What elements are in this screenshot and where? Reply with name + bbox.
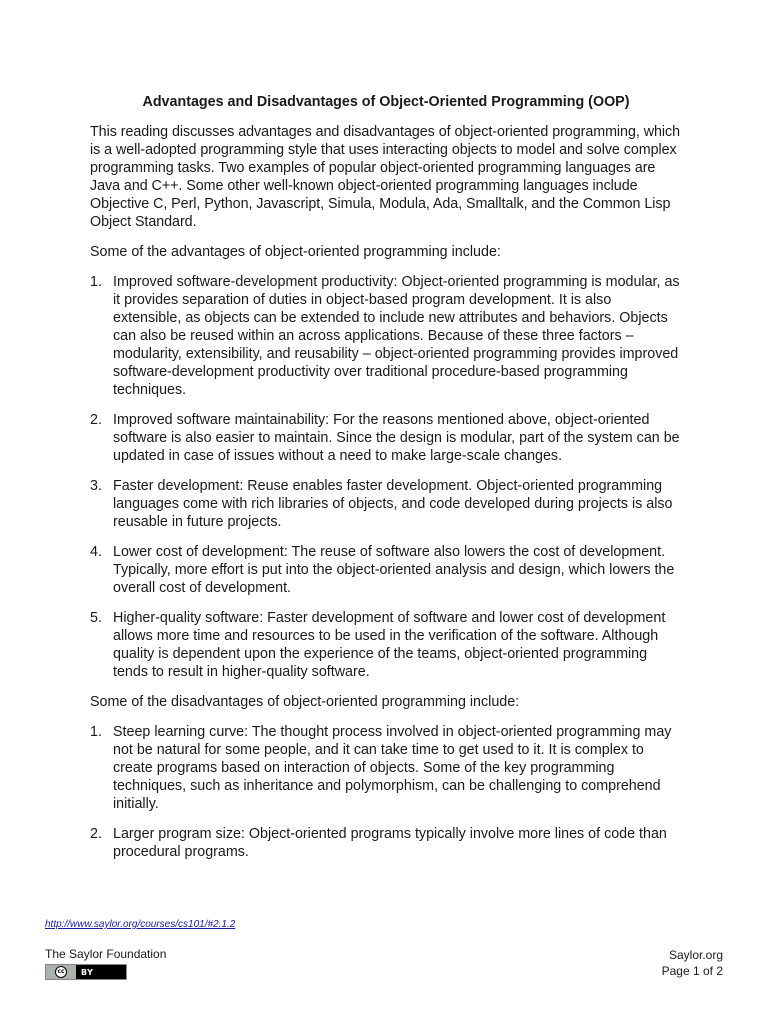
list-item [90,543,682,597]
footer-org: The Saylor Foundation [45,947,167,961]
list-number: 2. [90,412,102,428]
footer-site: Saylor.org [668,948,723,962]
list-item-text: Faster development: Reuse enables faster development. Object-oriented programming languages come with rich libraries of objects, and code developed during projects is also reusable in future projects. [113,478,673,530]
list-item [90,723,682,813]
course-link[interactable]: http://www.saylor.org/courses/cs101/#2.1.2 [45,919,236,930]
list-item [90,273,682,399]
disadvantages-heading: Some of the disadvantages of object-oriented programming include: [90,694,520,710]
list-number: 4. [90,544,102,560]
list-item [90,477,682,531]
document-body [90,93,682,873]
list-item-text: Larger program size: Object-oriented programs typically involve more lines of code than procedural programs. [113,826,667,860]
disadvantages-list [90,723,682,861]
list-item [90,609,682,681]
list-number: 3. [90,478,102,494]
cc-icon: cc [55,966,67,978]
list-item-text: Improved software maintainability: For the reasons mentioned above, object-oriented software is also easier to maintain. Since the design is modular, part of the system can be updated in case of issues without a need to make large-scale changes. [113,412,680,464]
cc-icon-area [46,965,76,979]
list-number: 5. [90,610,102,626]
cc-by-label: BY [81,967,94,977]
list-item-text: Steep learning curve: The thought process involved in object-oriented programming may not be natural for some people, and it can take time to get used to it. It is complex to create programs based on interaction of objects. Some of the key programming techniques, such as inheritance and polymorphism, can be challenging to comprehend initially. [113,724,672,812]
list-item-text: Lower cost of development: The reuse of software also lowers the cost of development. Typically, more effort is put into the object-oriented analysis and design, which lowers the overall cost of development. [113,544,675,596]
list-number: 1. [90,274,102,290]
list-item [90,825,682,861]
document-title: Advantages and Disadvantages of Object-Oriented Programming (OOP) [142,94,630,110]
list-item-text: Higher-quality software: Faster development of software and lower cost of development allows more time and resources to be used in the verification of the software. Although quality is dependent upon the experience of the teams, object-oriented programming tends to result in higher-quality software. [113,610,666,680]
list-number: 1. [90,724,102,740]
footer-right [662,947,723,979]
intro-paragraph: This reading discusses advantages and disadvantages of object-oriented programming, which is a well-adopted programming style that uses interacting objects to model and solve complex programming tasks. Two examples of popular object-oriented programming languages are Java and C++. Some other well-known object-oriented programming languages include Objective C, Perl, Python, Javascript, Simula, Modula, Ada, Smalltalk, and the Common Lisp Object Standard. [90,124,681,230]
cc-license-badge[interactable] [45,964,127,980]
advantages-heading: Some of the advantages of object-oriented programming include: [90,244,501,260]
list-number: 2. [90,826,102,842]
list-item-text: Improved software-development productivity: Object-oriented programming is modular, as it provides separation of duties in object-based program development. It is also extensible, as objects can be extended to include new attributes and behaviors. Objects can also be reused within an across applications. Because of these three factors – modularity, extensibility, and reusability – object-oriented programming provides improved software-development productivity over traditional procedure-based programming techniques. [113,274,680,398]
footer-page-number: Page 1 of 2 [661,964,723,978]
advantages-list [90,273,682,681]
list-item [90,411,682,465]
